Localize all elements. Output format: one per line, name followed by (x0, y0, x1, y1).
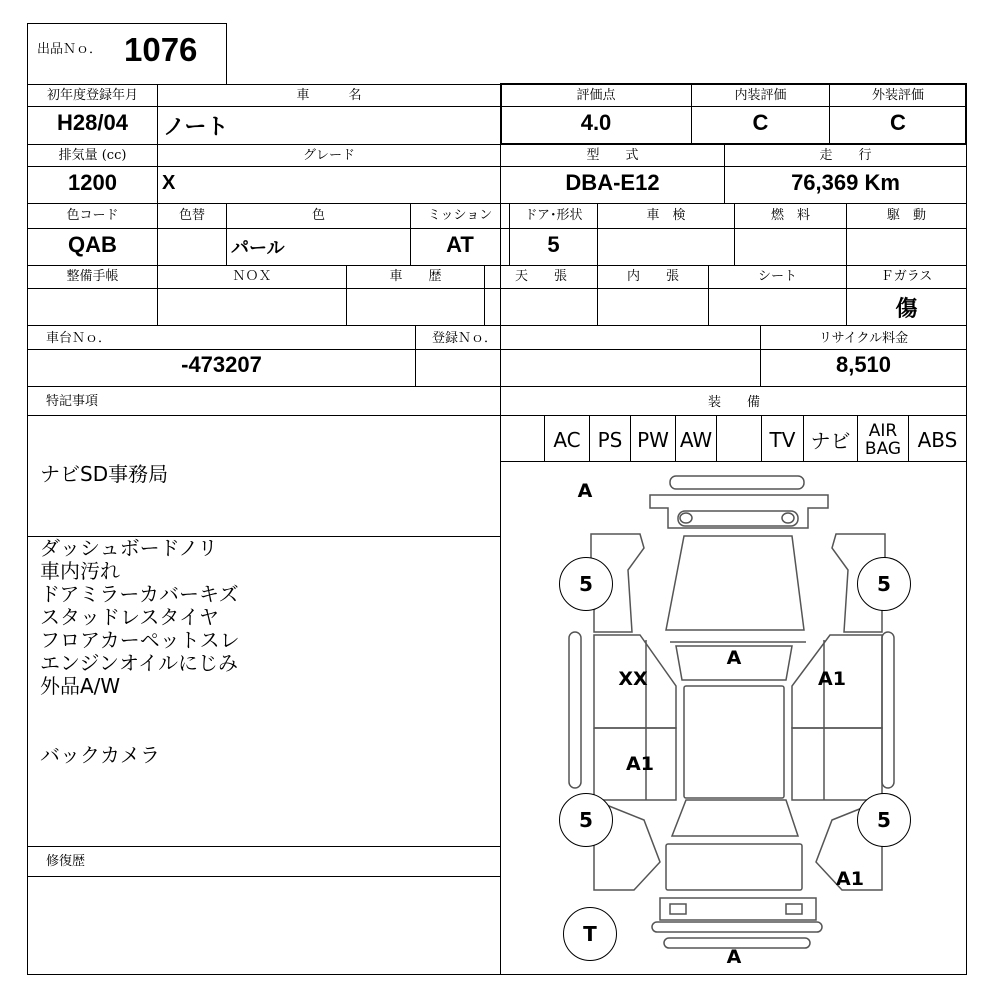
maintenance-book-label: 整備手帳 (66, 269, 119, 284)
mission-value: AT (446, 232, 474, 257)
inspection-label: 車 検 (646, 208, 686, 223)
notes-line-8: 外品A/W (40, 674, 121, 698)
color-label: 色 (311, 208, 325, 223)
notes-line-7: エンジンオイルにじみ (40, 651, 238, 675)
grade-label: グレード (302, 148, 355, 163)
score-label: 評価点 (576, 88, 616, 103)
first-registration-label: 初年度登録年月 (46, 88, 138, 103)
ceiling-label: 天 張 (514, 269, 567, 284)
history-label: 車 歴 (389, 269, 442, 284)
equipment-label: 装 備 (707, 395, 760, 410)
model-value: DBA-E12 (565, 170, 660, 195)
grade-value: X (162, 172, 176, 194)
spare-tire: T (563, 907, 617, 961)
equip-ac: AC (553, 427, 581, 452)
displacement-value: 1200 (68, 170, 117, 195)
seat-label: シート (757, 269, 797, 284)
tire-left-front: 5 (559, 557, 613, 611)
repair-history-label: 修復歴 (46, 854, 86, 869)
car-name-value: ノート (163, 114, 229, 139)
mark-roof: A (726, 647, 742, 669)
registration-number-label: 登録Ｎｏ． (432, 331, 498, 346)
tire-left-rear: 5 (559, 793, 613, 847)
notes-line-2: ダッシュボードノリ (40, 536, 218, 560)
equip-tv: TV (769, 427, 796, 452)
model-label: 型 式 (586, 148, 639, 163)
car-name-label: 車 名 (296, 88, 362, 103)
recycle-fee-value: 8,510 (835, 352, 892, 377)
notes-line-9: バックカメラ (40, 743, 160, 767)
exterior-grade-label: 外装評価 (871, 88, 924, 103)
equip-aw: AW (679, 427, 713, 452)
color-code-label: 色コード (66, 208, 119, 223)
notes-line-6: フロアカーペットスレ (40, 628, 240, 652)
mark-left-front-door: XX (618, 668, 648, 690)
lot-number-label: 出品Ｎｏ． (37, 42, 103, 57)
color-code-value: QAB (68, 232, 117, 257)
color-change-label: 色替 (178, 208, 205, 223)
notes-line-1: ナビSD事務局 (40, 462, 169, 486)
chassis-number-label: 車台Ｎｏ． (46, 331, 112, 346)
nox-label: ＮＯＸ (232, 269, 272, 284)
interior-trim-label: 内 張 (626, 269, 679, 284)
notes-line-5: スタッドレスタイヤ (40, 605, 219, 629)
doors-value: 5 (547, 232, 560, 257)
mark-rear-right: A1 (836, 868, 864, 890)
equip-blank-2 (717, 418, 761, 461)
doors-label: ドア･形状 (524, 208, 583, 223)
f-glass-value: 傷 (895, 296, 918, 321)
interior-grade-label: 内装評価 (734, 88, 787, 103)
tire-right-rear: 5 (857, 793, 911, 847)
tire-right-front: 5 (857, 557, 911, 611)
notes-line-3: 車内汚れ (40, 559, 120, 583)
equip-blank-1 (501, 418, 544, 461)
first-registration-value: H28/04 (57, 110, 128, 135)
mark-front-bumper: A (577, 480, 593, 502)
equip-pw: PW (637, 427, 669, 452)
interior-grade-value: C (752, 110, 769, 135)
car-body-diagram (501, 462, 966, 974)
displacement-label: 排気量 (cc) (58, 148, 127, 163)
recycle-fee-label: リサイクル料金 (818, 331, 909, 346)
drive-label: 駆 動 (886, 208, 926, 223)
notes-line-4: ドアミラーカバーキズ (40, 582, 239, 606)
notes-label: 特記事項 (46, 394, 99, 409)
equip-airbag: AIR BAG (864, 420, 902, 459)
mark-rear-bumper: A (726, 946, 742, 968)
fuel-label: 燃 料 (770, 208, 810, 223)
f-glass-label: Ｆガラス (880, 269, 933, 284)
mission-label: ミッション (427, 208, 493, 223)
exterior-grade-value: C (890, 110, 906, 135)
score-value: 4.0 (580, 110, 612, 135)
lot-number-value: 1076 (124, 31, 198, 68)
equip-abs: ABS (917, 427, 958, 452)
mileage-label: 走 行 (819, 148, 872, 163)
chassis-number-value: -473207 (181, 352, 262, 377)
equip-ps: PS (597, 427, 623, 452)
equip-navi: ナビ (810, 429, 851, 453)
color-value: パール (231, 238, 285, 258)
mark-left-rear-door: A1 (626, 753, 654, 775)
mileage-value: 76,369 Km (791, 170, 900, 195)
mark-right-front-door: A1 (818, 668, 846, 690)
